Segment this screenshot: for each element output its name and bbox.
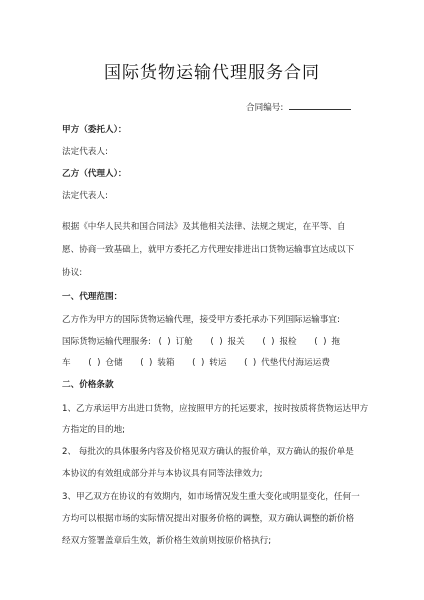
service-options-row: 国际货物运输代理服务: ( ) 订舱 ( ) 报关 ( ) 报检 ( ) 拖 xyxy=(62,337,340,347)
contract-number-blank xyxy=(289,100,351,110)
contract-number-field xyxy=(246,100,351,114)
preamble-line: 根据《中华人民共和国合同法》及其他相关法律、法规之规定，在平等、自 xyxy=(62,222,346,232)
preamble-line: 协议: xyxy=(62,268,83,278)
section1-intro: 乙方作为甲方的国际货物运输代理，接受甲方委托承办下列国际运输事宜: xyxy=(62,315,340,325)
section1-heading: 一、代理范围： xyxy=(62,292,123,302)
services-label: 国际货物运输代理服务: xyxy=(62,337,151,347)
clause-line: 经双方签署盖章后生效，新价格生效前则按原价格执行; xyxy=(62,536,272,546)
contract-number-label: 合同编号: xyxy=(246,103,284,113)
clause-line: 方指定的目的地; xyxy=(62,425,126,435)
option-trucking: 拖 xyxy=(331,337,340,347)
option-transshipment: 转运 xyxy=(209,358,227,368)
party-b-heading: 乙方（代理人）： xyxy=(62,169,127,179)
preamble-line: 愿、协商一致基础上，就甲方委托乙方代理安排进出口货物运输事宜达成以下 xyxy=(62,245,355,255)
clause-line: 2、 每批次的具体服务内容及价格见双方确认的报价单，双方确认的报价单是 xyxy=(62,447,354,457)
option-warehousing: 仓储 xyxy=(105,358,123,368)
option-trucking-cont: 车 xyxy=(62,358,71,368)
option-booking: 订舱 xyxy=(175,337,193,347)
section2-heading: 二、价格条款 xyxy=(62,380,114,390)
option-inspection: 报检 xyxy=(279,337,297,347)
party-a-heading: 甲方（委托人）： xyxy=(62,125,127,135)
party-b-representative: 法定代表人: xyxy=(62,191,108,201)
party-a-representative: 法定代表人: xyxy=(62,147,108,157)
service-options-row: 车 ( ) 仓储 ( ) 装箱 ( ) 转运 ( ) 代垫代付海运运费 xyxy=(62,358,330,368)
clause-line: 3、甲乙双方在协议的有效期内，如市场情况发生重大变化或明显变化，任何一 xyxy=(62,492,360,502)
option-packing: 装箱 xyxy=(157,358,175,368)
page-title: 国际货物运输代理服务合同 xyxy=(104,63,320,83)
option-freight-advance: 代垫代付海运运费 xyxy=(261,358,330,368)
option-customs: 报关 xyxy=(227,337,245,347)
clause-line: 本协议的有效组成部分并与本协议具有同等法律效力; xyxy=(62,469,263,479)
clause-line: 1、乙方承运甲方出进口货物，应按照甲方的托运要求，按时按质将货物运达甲方 xyxy=(62,404,369,414)
clause-line: 方均可以根据市场的实际情况提出对服务价格的调整，双方确认调整的新价格 xyxy=(62,514,355,524)
